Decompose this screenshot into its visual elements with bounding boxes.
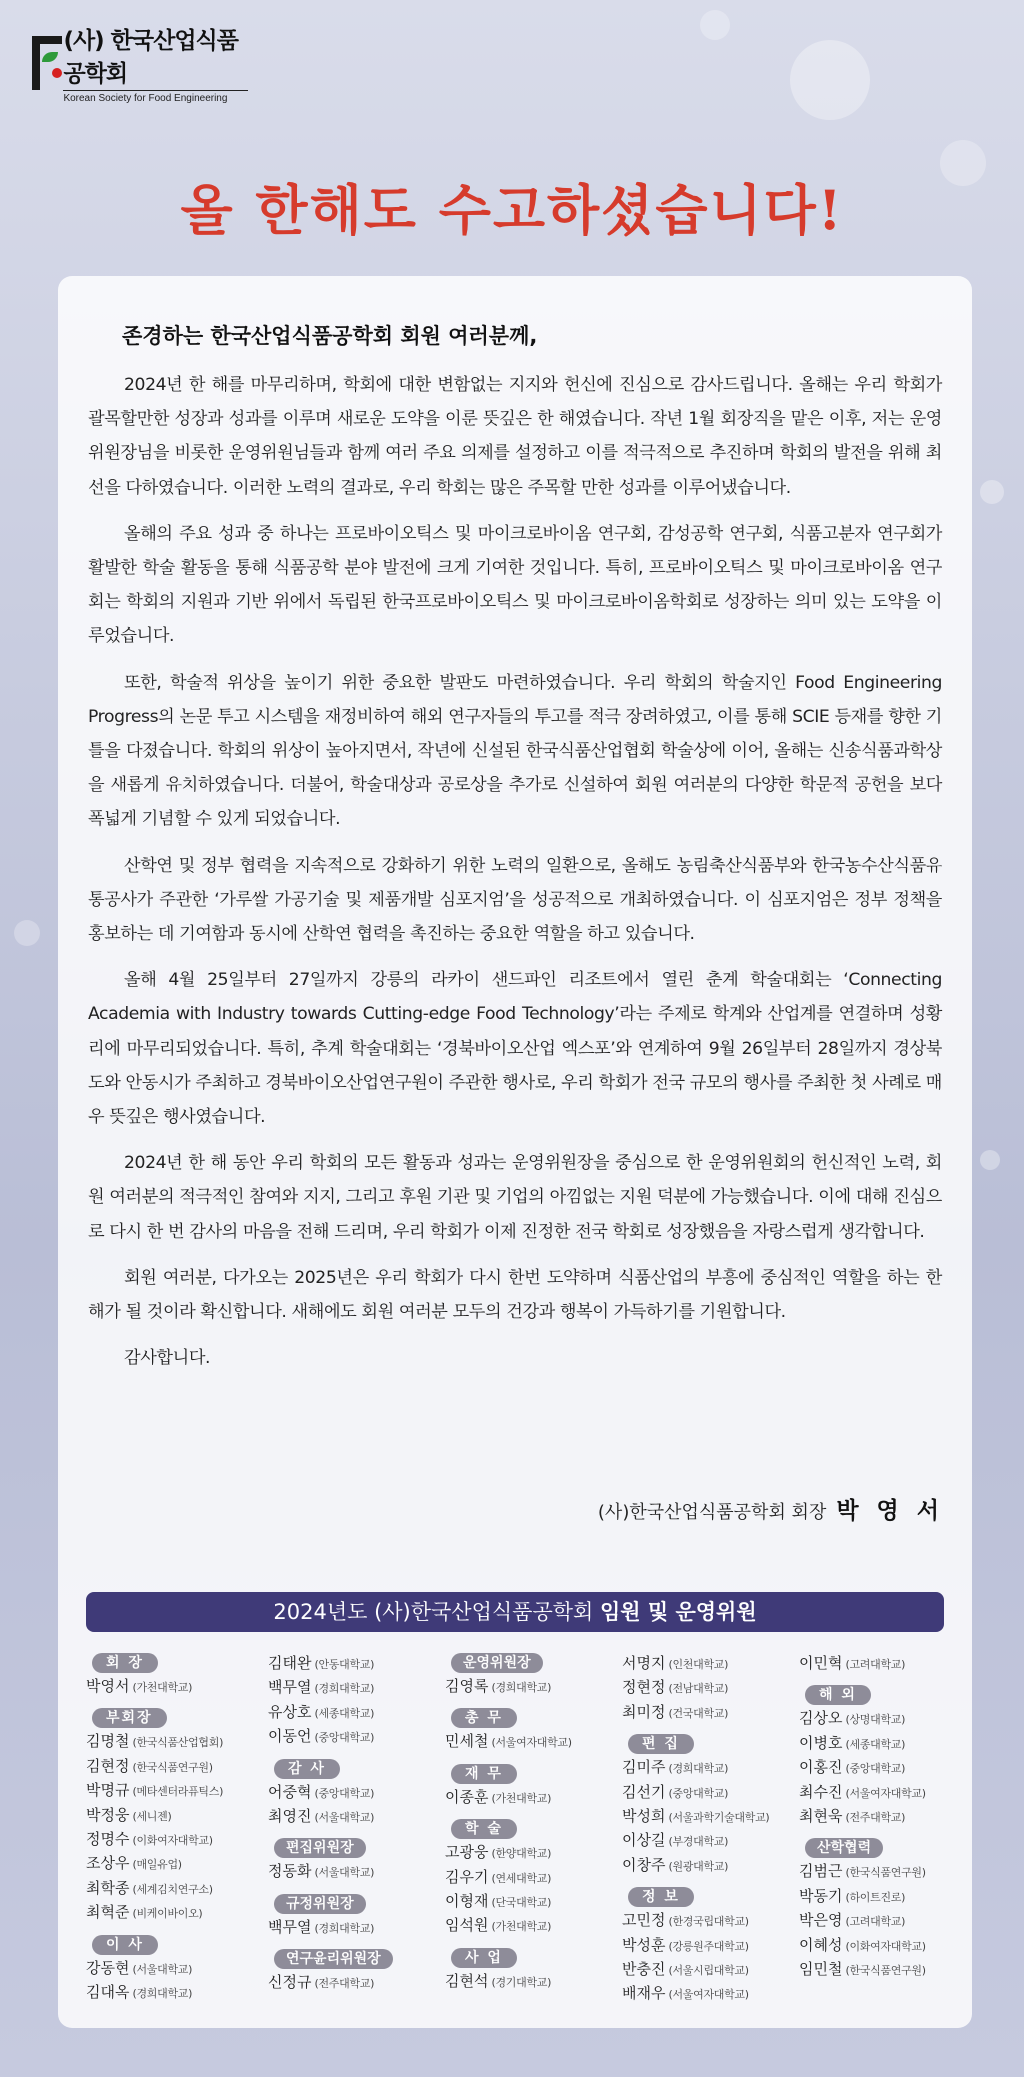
role-label: 편 집 xyxy=(628,1734,694,1754)
officer-affiliation: (이화여자대학교) xyxy=(845,1939,926,1953)
officer-entry xyxy=(622,1805,794,1829)
officer-name: 유상호 xyxy=(268,1702,312,1721)
officer-affiliation: (중앙대학교) xyxy=(668,1786,729,1800)
snowflake-decoration xyxy=(14,920,40,946)
officer-name: 김선기 xyxy=(622,1782,666,1801)
officer-affiliation: (서울여자대학교) xyxy=(845,1786,926,1800)
letter-paragraph: 2024년 한 해를 마무리하며, 학회에 대한 변함없는 지지와 헌신에 진심으로 감사드립니다. 올해는 우리 학회가 괄목할만한 성장과 성과를 이루며 새로운 도약을 이룬 뜻깊은 한 해였습니다. 작년 1월 회장직을 맡은 이후, 저는 운영위원장님을 비롯한 운영위원님들과 함께 여러 주요 의제를 설정하고 이를 적극적으로 추진하며 학회의 발전을 위해 최선을 다하였습니다. 이러한 노력의 결과로, 우리 학회는 많은 주목할 만한 성과를 이루어냈습니다. xyxy=(88,375,942,498)
role-label: 연구윤리위원장 xyxy=(274,1949,393,1969)
officer-name: 김미주 xyxy=(622,1758,666,1777)
officer-affiliation: (비케이바이오) xyxy=(132,1907,203,1921)
officer-entry xyxy=(799,1707,971,1731)
officer-entry xyxy=(622,1982,794,2006)
officer-name: 고광웅 xyxy=(445,1843,489,1862)
officer-entry xyxy=(268,1860,440,1884)
officer-name: 임민철 xyxy=(799,1960,843,1979)
officer-entry xyxy=(268,1701,440,1725)
letter-card xyxy=(58,276,972,2028)
officer-name: 최혁준 xyxy=(86,1903,130,1922)
officer-name: 박정웅 xyxy=(86,1805,130,1824)
officer-entry xyxy=(799,1652,971,1676)
officer-entry xyxy=(799,1885,971,1909)
role-label: 편집위원장 xyxy=(274,1838,366,1858)
officer-affiliation: (서울대학교) xyxy=(132,1962,193,1976)
officer-affiliation: (전주대학교) xyxy=(314,1977,375,1991)
officer-affiliation: (하이트진로) xyxy=(845,1890,906,1904)
officer-name: 어중혁 xyxy=(268,1782,312,1801)
officer-affiliation: (연세대학교) xyxy=(491,1871,552,1885)
officer-name: 최수진 xyxy=(799,1782,843,1801)
officer-affiliation: (경희대학교) xyxy=(314,1682,375,1696)
officer-entry xyxy=(86,1755,258,1779)
officer-name: 백무열 xyxy=(268,1678,312,1697)
roster-banner xyxy=(86,1592,944,1632)
officer-affiliation: (강릉원주대학교) xyxy=(668,1939,749,1953)
officer-name: 고민정 xyxy=(622,1911,666,1930)
officer-affiliation: (인천대학교) xyxy=(668,1658,729,1671)
officer-entry xyxy=(86,1804,258,1828)
officer-affiliation: (경희대학교) xyxy=(491,1681,552,1694)
officer-affiliation: (건국대학교) xyxy=(668,1706,729,1720)
officer-affiliation: (전남대학교) xyxy=(668,1682,729,1696)
roster-banner-bold: 임원 및 운영위원 xyxy=(600,1600,757,1624)
officer-entry xyxy=(86,1901,258,1925)
logo-korean-name: (사) 한국산업식품공학회 xyxy=(63,28,238,87)
role-label: 학 술 xyxy=(451,1819,517,1839)
officer-name: 박영서 xyxy=(86,1677,130,1695)
roster-column xyxy=(268,1652,440,1996)
officer-affiliation: (중앙대학교) xyxy=(314,1786,375,1800)
officer-entry xyxy=(622,1958,794,1982)
officer-entry xyxy=(799,1756,971,1780)
snowflake-decoration xyxy=(700,10,730,40)
officer-affiliation: (한양대학교) xyxy=(491,1847,552,1861)
officer-entry xyxy=(268,1916,440,1940)
officer-affiliation: (세종대학교) xyxy=(314,1706,375,1720)
officer-entry xyxy=(622,1909,794,1933)
officer-name: 이민혁 xyxy=(799,1654,843,1672)
signature-name: 박 영 서 xyxy=(836,1498,944,1524)
officer-affiliation: (단국대학교) xyxy=(491,1896,552,1910)
officer-affiliation: (부경대학교) xyxy=(668,1835,729,1849)
officer-name: 이상길 xyxy=(622,1831,666,1850)
snowflake-decoration xyxy=(980,480,1004,504)
officer-name: 이동언 xyxy=(268,1727,312,1746)
officer-affiliation: (안동대학교) xyxy=(314,1658,375,1671)
officer-name: 신정규 xyxy=(268,1973,312,1992)
officer-name: 박명규 xyxy=(86,1781,130,1800)
officer-name: 김현석 xyxy=(445,1971,489,1990)
snowflake-decoration xyxy=(980,1150,1000,1170)
officer-entry xyxy=(268,1971,440,1995)
officer-affiliation: (경희대학교) xyxy=(314,1921,375,1935)
roster-column xyxy=(445,1652,617,1994)
officer-affiliation: (서울여자대학교) xyxy=(668,1988,749,2002)
officer-affiliation: (서울대학교) xyxy=(314,1866,375,1880)
officer-name: 박동기 xyxy=(799,1886,843,1905)
officer-name: 조상우 xyxy=(86,1854,130,1873)
role-label: 부회장 xyxy=(92,1708,167,1728)
role-label: 총 무 xyxy=(451,1708,517,1728)
letter-paragraph: 또한, 학술적 위상을 높이기 위한 중요한 발판도 마련하였습니다. 우리 학회의 학술지인 Food Engineering Progress의 논문 투고 시스템을 재정비하여 해외 연구자들의 투고를 적극 장려하였고, 이를 통해 SCIE 등재를 향한 기틀을 다졌습니다. 학회의 위상이 높아지면서, 작년에 신설된 한국식품산업협회 학술상에 이어, 올해는 신송식품과학상을 새롭게 유치하였습니다. 더불어, 학술대상과 공로상을 추가로 신설하여 회원 여러분의 다양한 학문적 공헌을 보다 폭넓게 기념할 수 있게 되었습니다. xyxy=(88,672,942,830)
officer-name: 이병호 xyxy=(799,1733,843,1752)
officer-roster xyxy=(86,1652,944,2002)
officer-entry xyxy=(86,1779,258,1803)
officer-name: 반충진 xyxy=(622,1960,666,1979)
officer-name: 김현정 xyxy=(86,1756,130,1775)
officer-affiliation: (서울여자대학교) xyxy=(491,1736,572,1750)
officer-name: 임석원 xyxy=(445,1916,489,1935)
officer-affiliation: (가천대학교) xyxy=(132,1681,193,1694)
letter-paragraph: 올해의 주요 성과 중 하나는 프로바이오틱스 및 마이크로바이옴 연구회, 감성공학 연구회, 식품고분자 연구회가 활발한 학술 활동을 통해 식품공학 분야 발전에 크게 기여한 것입니다. 특히, 프로바이오틱스 및 마이크로바이옴 연구회는 학회의 지원과 기반 위에서 독립된 한국프로바이오틱스 및 마이크로바이옴학회로 성장하는 의미 있는 도약을 이루었습니다. xyxy=(88,523,942,647)
officer-entry xyxy=(268,1652,440,1676)
officer-entry xyxy=(445,1675,617,1699)
role-label: 재 무 xyxy=(451,1764,517,1784)
letter-closing: 감사합니다. xyxy=(124,1348,211,1369)
officer-name: 정명수 xyxy=(86,1830,130,1849)
officer-entry xyxy=(799,1805,971,1829)
role-label: 운영위원장 xyxy=(451,1653,543,1673)
letter-paragraph: 올해 4월 25일부터 27일까지 강릉의 라카이 샌드파인 리조트에서 열린 춘계 학술대회는 ‘Connecting Academia with Industry towards Cutting-edge Food Technology’라는 주제로 학계와 산업계를 연결하며 성황리에 마무리되었습니다. 특히, 추계 학술대회는 ‘경북바이오산업 엑스포’와 연계하여 9월 26일부터 28일까지 경상북도와 안동시가 주최하고 경북바이오산업연구원이 주관한 행사로, 우리 학회가 전국 규모의 행사를 주최한 첫 사례로 매우 뜻깊은 행사였습니다. xyxy=(88,970,942,1128)
officer-affiliation: (경희대학교) xyxy=(668,1762,729,1776)
roster-column xyxy=(622,1652,794,2007)
letter-paragraph: 2024년 한 해 동안 우리 학회의 모든 활동과 성과는 운영위원장을 중심으로 한 운영위원회의 헌신적인 노력, 회원 여러분의 적극적인 참여와 지지, 그리고 후원 기관 및 기업의 아낌없는 지원 덕분에 가능했습니다. 이에 대해 진심으로 다시 한 번 감사의 마음을 전해 드리며, 우리 학회가 이제 진정한 전국 학회로 성장했음을 자랑스럽게 생각합니다. xyxy=(88,1153,942,1242)
letter-paragraph: 산학연 및 정부 협력을 지속적으로 강화하기 위한 노력의 일환으로, 올해도 농림축산식품부와 한국농수산식품유통공사가 주관한 ‘가루쌀 가공기술 및 제품개발 심포지엄’을 성공적으로 개최하였습니다. 이 심포지엄은 정부 정책을 홍보하는 데 기여함과 동시에 산학연 협력을 촉진하는 중요한 역할을 하고 있습니다. xyxy=(88,855,942,945)
officer-entry xyxy=(622,1701,794,1725)
officer-name: 이종훈 xyxy=(445,1787,489,1806)
officer-name: 박성훈 xyxy=(622,1935,666,1954)
officer-name: 김우기 xyxy=(445,1867,489,1886)
society-logo xyxy=(28,28,248,104)
officer-entry xyxy=(799,1958,971,1982)
officer-entry xyxy=(268,1781,440,1805)
officer-name: 김범근 xyxy=(799,1862,843,1881)
society-emblem-icon xyxy=(28,34,57,92)
role-label: 정 보 xyxy=(628,1887,694,1907)
officer-name: 이형재 xyxy=(445,1892,489,1911)
letter-body xyxy=(88,368,942,1387)
officer-entry xyxy=(445,1970,617,1994)
officer-affiliation: (중앙대학교) xyxy=(314,1731,375,1745)
roster-column xyxy=(799,1652,971,1982)
page-headline: 올 한해도 수고하셨습니다! xyxy=(180,178,844,242)
officer-entry xyxy=(622,1854,794,1878)
role-label: 회 장 xyxy=(92,1653,158,1673)
officer-affiliation: (한경국립대학교) xyxy=(668,1915,749,1929)
officer-affiliation: (상명대학교) xyxy=(845,1713,906,1727)
officer-entry xyxy=(445,1866,617,1890)
officer-name: 배재우 xyxy=(622,1984,666,2003)
officer-name: 김상오 xyxy=(799,1709,843,1728)
officer-entry xyxy=(622,1934,794,1958)
officer-affiliation: (경희대학교) xyxy=(132,1987,193,2001)
officer-entry xyxy=(268,1676,440,1700)
officer-entry xyxy=(445,1914,617,1938)
roster-banner-prefix: 2024년도 (사)한국산업식품공학회 xyxy=(273,1600,600,1624)
logo-english-name: Korean Society for Food Engineering xyxy=(63,90,248,104)
officer-name: 이홍진 xyxy=(799,1758,843,1777)
role-label: 해 외 xyxy=(805,1685,871,1705)
officer-name: 이창주 xyxy=(622,1855,666,1874)
officer-entry xyxy=(445,1786,617,1810)
officer-name: 박은영 xyxy=(799,1911,843,1930)
officer-affiliation: (고려대학교) xyxy=(845,1658,906,1671)
officer-affiliation: (고려대학교) xyxy=(845,1915,906,1929)
officer-entry xyxy=(86,1852,258,1876)
officer-name: 김대옥 xyxy=(86,1983,130,2002)
officer-affiliation: (한국식품산업협회) xyxy=(132,1736,224,1750)
officer-name: 민세철 xyxy=(445,1732,489,1751)
officer-entry xyxy=(445,1890,617,1914)
officer-affiliation: (메타센터라퓨틱스) xyxy=(132,1785,224,1799)
officer-name: 최영진 xyxy=(268,1807,312,1826)
officer-name: 최학종 xyxy=(86,1878,130,1897)
officer-affiliation: (경기대학교) xyxy=(491,1975,552,1989)
officer-entry xyxy=(268,1725,440,1749)
officer-name: 서명지 xyxy=(622,1654,666,1672)
officer-affiliation: (가천대학교) xyxy=(491,1791,552,1805)
role-label: 규정위원장 xyxy=(274,1894,366,1914)
officer-name: 박성희 xyxy=(622,1807,666,1826)
snowflake-decoration xyxy=(790,40,870,120)
role-label: 사 업 xyxy=(451,1948,517,1968)
officer-entry xyxy=(622,1756,794,1780)
officer-entry xyxy=(445,1841,617,1865)
officer-name: 강동현 xyxy=(86,1958,130,1977)
letter-paragraph: 회원 여러분, 다가오는 2025년은 우리 학회가 다시 한번 도약하며 식품산업의 부흥에 중심적인 역할을 하는 한 해가 될 것이라 확신합니다. 새해에도 회원 여러분 모두의 건강과 행복이 가득하기를 기원합니다. xyxy=(88,1267,942,1323)
officer-entry xyxy=(86,1877,258,1901)
officer-affiliation: (세니젠) xyxy=(132,1809,172,1823)
officer-entry xyxy=(799,1934,971,1958)
officer-entry xyxy=(86,1730,258,1754)
roster-column xyxy=(86,1652,258,2005)
officer-entry xyxy=(86,1981,258,2005)
officer-entry xyxy=(86,1675,258,1699)
officer-affiliation: (이화여자대학교) xyxy=(132,1834,213,1848)
officer-entry xyxy=(799,1909,971,1933)
officer-affiliation: (서울대학교) xyxy=(314,1811,375,1825)
officer-affiliation: (서울시립대학교) xyxy=(668,1964,749,1978)
officer-affiliation: (가천대학교) xyxy=(491,1920,552,1934)
officer-name: 정현정 xyxy=(622,1678,666,1697)
officer-entry xyxy=(445,1730,617,1754)
letter-signature xyxy=(598,1492,944,1525)
officer-name: 백무열 xyxy=(268,1917,312,1936)
officer-entry xyxy=(622,1829,794,1853)
officer-name: 김영록 xyxy=(445,1677,489,1695)
officer-affiliation: (세계김치연구소) xyxy=(132,1882,213,1896)
officer-entry xyxy=(799,1860,971,1884)
officer-name: 김태완 xyxy=(268,1654,312,1672)
officer-entry xyxy=(86,1957,258,1981)
role-label: 산학협력 xyxy=(805,1838,883,1858)
officer-entry xyxy=(799,1781,971,1805)
officer-name: 정동화 xyxy=(268,1862,312,1881)
officer-entry xyxy=(622,1781,794,1805)
officer-entry xyxy=(622,1676,794,1700)
role-label: 감 사 xyxy=(274,1759,340,1779)
officer-name: 이혜성 xyxy=(799,1935,843,1954)
signature-title: (사)한국산업식품공학회 회장 xyxy=(597,1502,827,1523)
letter-greeting: 존경하는 한국산업식품공학회 회원 여러분께, xyxy=(122,324,538,348)
officer-affiliation: (서울과학기술대학교) xyxy=(668,1811,770,1825)
officer-affiliation: (한국식품연구원) xyxy=(845,1866,926,1880)
officer-affiliation: (매일유업) xyxy=(132,1858,182,1872)
officer-affiliation: (중앙대학교) xyxy=(845,1762,906,1776)
officer-name: 최미정 xyxy=(622,1702,666,1721)
officer-affiliation: (전주대학교) xyxy=(845,1811,906,1825)
officer-entry xyxy=(268,1805,440,1829)
officer-affiliation: (세종대학교) xyxy=(845,1737,906,1751)
officer-entry xyxy=(799,1732,971,1756)
officer-affiliation: (원광대학교) xyxy=(668,1859,729,1873)
officer-affiliation: (한국식품연구원) xyxy=(845,1964,926,1978)
officer-entry xyxy=(86,1828,258,1852)
officer-affiliation: (한국식품연구원) xyxy=(132,1760,213,1774)
officer-name: 최현욱 xyxy=(799,1807,843,1826)
officer-entry xyxy=(622,1652,794,1676)
role-label: 이 사 xyxy=(92,1935,158,1955)
officer-name: 김명철 xyxy=(86,1732,130,1751)
